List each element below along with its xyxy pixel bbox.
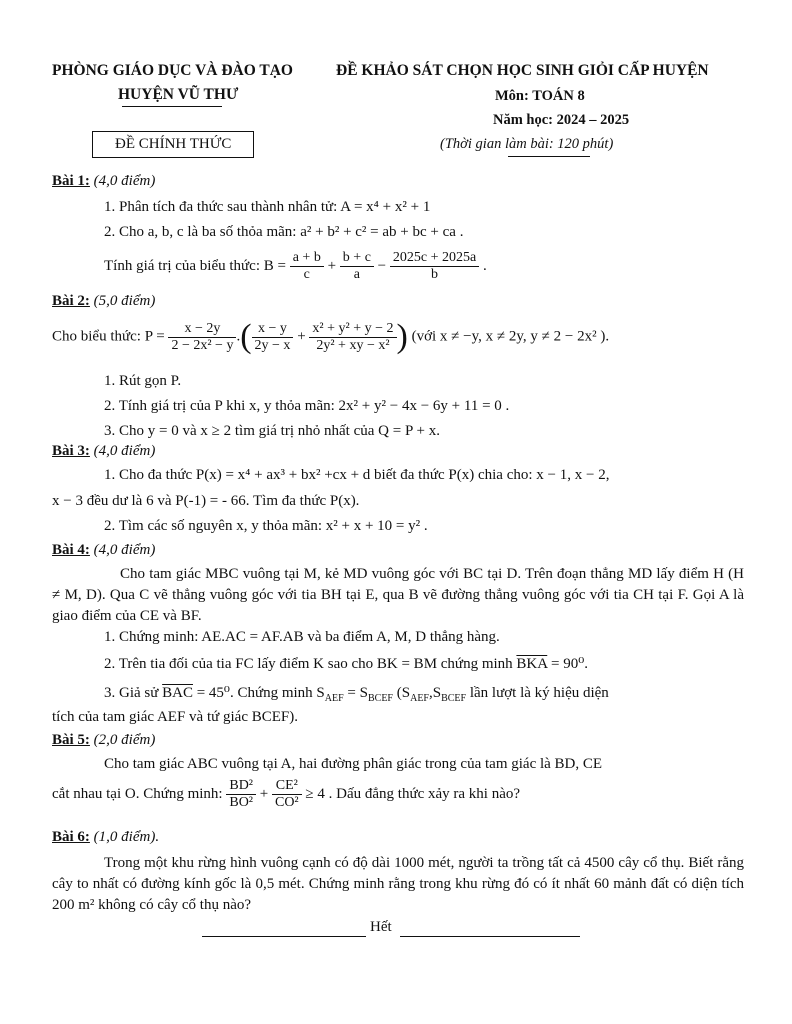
frac-den: 2 − 2x² − y — [171, 337, 234, 353]
bai2-q1: 1. Rút gọn P. — [104, 373, 182, 389]
frac-den: 2y² + xy − x² — [316, 337, 390, 353]
bai3-heading — [52, 443, 155, 460]
angle-bac: $\overline{BAC}$ — [162, 685, 193, 701]
frac-num: 2025c + 2025a — [390, 250, 479, 267]
bai2-q3: 3. Cho y = 0 và x ≥ 2 tìm giá trị nhỏ nhất của Q = P + x. — [104, 423, 440, 439]
bai4-q2-text: 2. Trên tia đối của tia FC lấy điểm K sao cho BK = BM chứng minh — [104, 656, 513, 672]
bai6-points: (1,0 điểm). — [93, 829, 160, 845]
bai4-q3-end: lần lượt là ký hiệu diện — [466, 685, 609, 701]
bai6-text: Trong một khu rừng hình vuông cạnh có độ dài 1000 mét, người ta trồng tất cả 4500 cây cổ thụ. Biết rằng cây to nhất có đường kính gốc là 0,5 mét. Chứng minh rằng trong khu rừng đó có ít nhất 60 mảnh đất có diện tích 200 m² không có cây cổ thụ nào? — [52, 855, 744, 913]
bai4-q2 — [104, 654, 588, 673]
bai5-title: Bài 5: — [52, 732, 90, 748]
bai6-heading — [52, 829, 159, 846]
district-name: HUYỆN VŨ THƯ — [118, 86, 239, 103]
bai5-suffix: ≥ 4 . Dấu đẳng thức xảy ra khi nào? — [305, 785, 521, 802]
frac-num: x − 2y — [168, 321, 236, 338]
frac-num: a + b — [290, 250, 324, 267]
plus-sign: + — [259, 785, 269, 802]
bai1-q2: 2. Cho a, b, c là ba số thỏa mãn: a² + b² + c² = ab + bc + ca . — [104, 224, 464, 240]
angle-bka: $\overline{BKA}$ — [516, 656, 548, 672]
bai2-heading — [52, 293, 155, 310]
bai1-q1: 1. Phân tích đa thức sau thành nhân tử: A = x⁴ + x² + 1 — [104, 199, 431, 215]
bai2-expression — [52, 318, 609, 356]
exam-subject: Môn: TOÁN 8 — [495, 88, 585, 104]
bai2-frac3 — [309, 321, 396, 354]
bai2-points: (5,0 điểm) — [93, 293, 156, 309]
bai3-q1-line1: 1. Cho đa thức P(x) = x⁴ + ax³ + bx² +cx + d biết đa thức P(x) chia cho: x − 1, x − 2, — [104, 467, 610, 483]
time-underline — [508, 156, 590, 157]
bai4-intro: Cho tam giác MBC vuông tại M, kẻ MD vuông góc với BC tại D. Trên đoạn thẳng MD lấy điểm H (H ≠ M, D). Qua C vẽ thẳng vuông góc với tia BH tại E, qua B vẽ đường thẳng vuông góc với tia CH tại F. Gọi A là giao điểm của CE và BF. — [52, 566, 744, 624]
right-paren: ) — [396, 318, 408, 355]
bai4-points: (4,0 điểm) — [93, 542, 156, 558]
bai4-q3-text: 3. Giả sử — [104, 685, 159, 701]
end-marker: Hết — [370, 919, 392, 935]
frac-den: c — [303, 267, 310, 282]
bai4-q3-line2: tích của tam giác AEF và tứ giác BCEF). — [52, 709, 298, 725]
footer-rule-left — [202, 936, 366, 937]
bai5-line2 — [52, 778, 520, 811]
subscript: BCEF — [441, 693, 467, 704]
exam-time: (Thời gian làm bài: 120 phút) — [440, 136, 614, 152]
bai1-frac3 — [390, 250, 479, 283]
plus-sign: + — [297, 328, 306, 345]
bai1-title: Bài 1: — [52, 173, 90, 189]
department-name: PHÒNG GIÁO DỤC VÀ ĐÀO TẠO — [52, 62, 293, 79]
bai3-q2: 2. Tìm các số nguyên x, y thỏa mãn: x² + x + 10 = y² . — [104, 518, 428, 534]
frac-num: x² + y² + y − 2 — [309, 321, 396, 338]
bai2-condition: (với x ≠ −y, x ≠ 2y, y ≠ 2 − 2x² ). — [411, 328, 610, 345]
bai4-q3 — [104, 683, 609, 704]
bai4-q3-rest: = 45⁰. Chứng minh S — [192, 685, 325, 701]
frac-den: BO² — [229, 795, 254, 810]
bai2-title: Bài 2: — [52, 293, 90, 309]
plus-sign: + — [327, 257, 337, 274]
bai4-title: Bài 4: — [52, 542, 90, 558]
bai2-frac1 — [168, 321, 236, 354]
bai1-points: (4,0 điểm) — [93, 173, 156, 189]
bai2-q2: 2. Tính giá trị của P khi x, y thỏa mãn: 2x² + y² − 4x − 6y + 11 = 0 . — [104, 398, 510, 414]
frac-num: BD² — [226, 778, 256, 795]
bai5-line1: Cho tam giác ABC vuông tại A, hai đường phân giác trong của tam giác là BD, CE — [104, 756, 603, 772]
dot: . — [236, 328, 241, 345]
bai5-frac1 — [226, 778, 256, 811]
subscript: AEF — [410, 693, 429, 704]
frac-den: 2y − x — [254, 337, 291, 353]
frac-den: a — [353, 267, 360, 282]
period: . — [482, 257, 487, 274]
bai5-points: (2,0 điểm) — [93, 732, 156, 748]
bai3-title: Bài 3: — [52, 443, 90, 459]
left-paren: ( — [240, 318, 252, 355]
bai2-expr-prefix: Cho biểu thức: P = — [52, 328, 165, 345]
bai1-q3 — [104, 250, 487, 283]
bai4-q1: 1. Chứng minh: AE.AC = AF.AB và ba điểm A, M, D thẳng hàng. — [104, 629, 500, 645]
subscript: BCEF — [367, 693, 393, 704]
bai4-heading — [52, 542, 155, 559]
bai1-frac2 — [340, 250, 374, 283]
bai3-points: (4,0 điểm) — [93, 443, 156, 459]
frac-num: x − y — [252, 321, 294, 338]
comma: ,S — [429, 685, 442, 701]
bai4-q2-end: = 90⁰. — [547, 656, 588, 672]
bai5-frac2 — [272, 778, 302, 811]
bai3-q1-line2: x − 3 đều dư là 6 và P(-1) = - 66. Tìm đa thức P(x). — [52, 493, 360, 509]
frac-num: CE² — [272, 778, 302, 795]
bai5-heading — [52, 732, 155, 749]
footer-rule-right — [400, 936, 580, 937]
bai6-title: Bài 6: — [52, 829, 90, 845]
frac-num: b + c — [340, 250, 374, 267]
bai1-heading — [52, 173, 155, 190]
frac-den: b — [431, 267, 439, 282]
exam-title: ĐỀ KHẢO SÁT CHỌN HỌC SINH GIỎI CẤP HUYỆN — [336, 62, 709, 79]
bai1-frac1 — [290, 250, 324, 283]
equals: = S — [343, 685, 368, 701]
bai2-frac2 — [252, 321, 294, 354]
paren-open: (S — [393, 685, 411, 701]
district-underline — [122, 106, 222, 107]
bai1-q3-prefix: Tính giá trị của biểu thức: B = — [104, 257, 286, 274]
subscript: AEF — [324, 693, 344, 704]
frac-den: CO² — [274, 795, 299, 810]
bai5-prefix: cắt nhau tại O. Chứng minh: — [52, 785, 223, 802]
exam-year: Năm học: 2024 – 2025 — [493, 112, 630, 128]
minus-sign: − — [377, 257, 387, 274]
official-label: ĐỀ CHÍNH THỨC — [92, 131, 254, 158]
